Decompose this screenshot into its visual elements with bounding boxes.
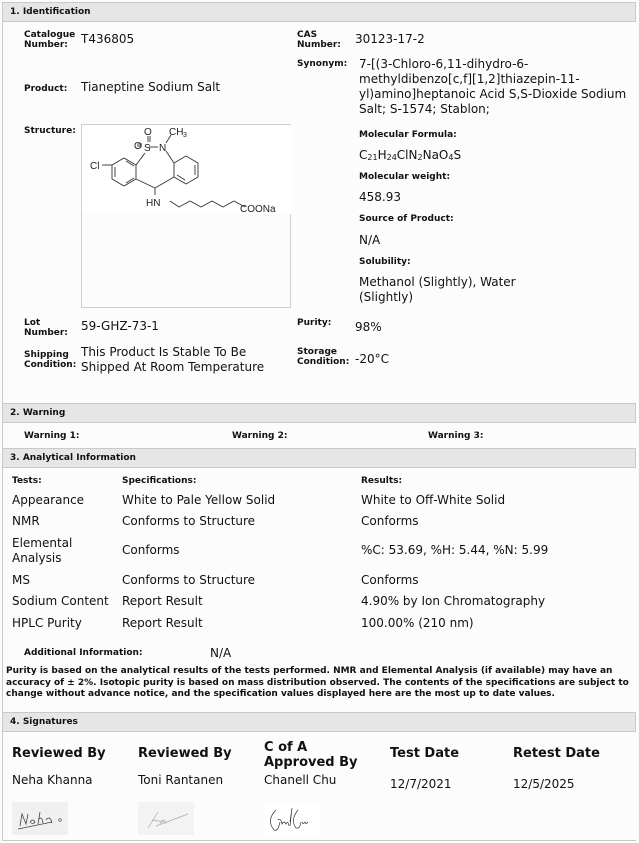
svg-text:COONa: COONa bbox=[240, 204, 276, 214]
formula-part: NaO bbox=[422, 148, 449, 162]
catalogue-label bbox=[24, 30, 75, 50]
svg-text:O: O bbox=[144, 127, 152, 138]
toni-signature-image bbox=[138, 802, 194, 835]
synonym-label: Synonym: bbox=[297, 59, 348, 69]
product-name: Tianeptine Sodium Salt bbox=[81, 80, 221, 94]
test-date-header: Test Date bbox=[390, 746, 460, 761]
formula-subscript: 4 bbox=[448, 153, 454, 162]
signature-icon bbox=[138, 802, 194, 835]
bottom-border bbox=[2, 840, 636, 841]
warning-1-label: Warning 1: bbox=[24, 431, 80, 441]
formula-subscript: 21 bbox=[367, 153, 378, 162]
reviewer-2-name: Toni Rantanen bbox=[138, 773, 224, 787]
lot-number: 59-GHZ-73-1 bbox=[81, 319, 159, 333]
neha-signature-image bbox=[12, 802, 68, 835]
retest-date: 12/5/2025 bbox=[513, 777, 575, 791]
test-ms: MS bbox=[12, 573, 30, 587]
section-header-signatures: 4. Signatures bbox=[2, 712, 636, 732]
section-header-analytical: 3. Analytical Information bbox=[2, 448, 636, 468]
catalogue-label-line2: Number: bbox=[24, 40, 68, 50]
source-value: N/A bbox=[359, 233, 381, 247]
spec-nmr: Conforms to Structure bbox=[122, 514, 256, 528]
formula-part: S bbox=[453, 148, 462, 162]
test-sodium-content: Sodium Content bbox=[12, 594, 109, 608]
svg-text:N: N bbox=[159, 143, 167, 154]
approver-name: Chanell Chu bbox=[264, 773, 337, 787]
test-nmr: NMR bbox=[12, 514, 40, 528]
shipping-label-line1: Shipping bbox=[24, 350, 69, 360]
lot-label-line2: Number: bbox=[24, 328, 68, 338]
svg-text:CH: CH bbox=[169, 127, 184, 138]
purity-label: Purity: bbox=[297, 318, 332, 328]
svg-text:S: S bbox=[144, 143, 151, 154]
molecular-formula-label: Molecular Formula: bbox=[359, 130, 457, 140]
result-hplc-purity: 100.00% (210 nm) bbox=[361, 616, 474, 630]
synonym-value bbox=[359, 57, 634, 117]
spec-hplc-purity: Report Result bbox=[122, 616, 203, 630]
results-header: Results: bbox=[361, 476, 403, 486]
formula-subscript: 2 bbox=[417, 153, 423, 162]
test-line: Analysis bbox=[12, 551, 62, 565]
synonym-line: Salt; S-1574; Stablon; bbox=[359, 102, 490, 116]
reviewed-by-header-1: Reviewed By bbox=[12, 746, 106, 761]
svg-text:HN: HN bbox=[146, 198, 161, 209]
purity-footnote: Purity is based on the analytical results of the tests performed. NMR and Elemental Analysis (if available) may have an accuracy of ± 2%. Isotopic purity is based on mass distribution observed. The contents of the specifications are subject to change without advance notice, and the specification values displayed here are the most up to date values. bbox=[6, 666, 629, 699]
section-header-identification: 1. Identification bbox=[2, 2, 636, 22]
svg-text:3: 3 bbox=[183, 132, 187, 139]
tests-header: Tests: bbox=[12, 476, 42, 486]
synonym-line: 7-[(3-Chloro-6,11-dihydro-6- bbox=[359, 57, 529, 71]
approved-by-header: C of A Approved By bbox=[264, 740, 358, 770]
signature-icon bbox=[12, 802, 68, 835]
cas-label-line1: CAS bbox=[297, 30, 318, 40]
retest-date-header: Retest Date bbox=[513, 746, 600, 761]
solubility-line: Methanol (Slightly), Water bbox=[359, 275, 516, 289]
formula-part: ClN bbox=[396, 148, 418, 162]
shipping-line: This Product Is Stable To Be bbox=[81, 345, 247, 359]
cas-number: 30123-17-2 bbox=[355, 32, 425, 46]
spec-elemental-analysis: Conforms bbox=[122, 543, 180, 557]
structure-label: Structure: bbox=[24, 126, 76, 136]
purity-value: 98% bbox=[355, 320, 382, 334]
formula-subscript: 24 bbox=[386, 153, 397, 162]
molecular-formula bbox=[359, 148, 461, 164]
test-line: Elemental bbox=[12, 536, 73, 550]
result-elemental-analysis: %C: 53.69, %H: 5.44, %N: 5.99 bbox=[361, 543, 549, 557]
cas-label-line2: Number: bbox=[297, 40, 341, 50]
solubility-line: (Slightly) bbox=[359, 290, 414, 304]
storage-value: -20°C bbox=[355, 352, 389, 366]
formula-part: H bbox=[377, 148, 387, 162]
warning-2-label: Warning 2: bbox=[232, 431, 288, 441]
source-label: Source of Product: bbox=[359, 214, 454, 224]
storage-label-line1: Storage bbox=[297, 347, 338, 357]
synonym-line: yl)amino]heptanoic Acid S,S-Dioxide Sodium bbox=[359, 87, 627, 101]
test-appearance: Appearance bbox=[12, 493, 85, 507]
solubility-value bbox=[359, 275, 516, 305]
catalogue-label-line1: Catalogue bbox=[24, 30, 76, 40]
spec-sodium-content: Report Result bbox=[122, 594, 203, 608]
lot-label-line1: Lot bbox=[24, 318, 41, 328]
chemical-structure-icon bbox=[82, 125, 291, 214]
additional-info-value: N/A bbox=[210, 646, 232, 660]
test-hplc-purity: HPLC Purity bbox=[12, 616, 82, 630]
reviewer-1-name: Neha Khanna bbox=[12, 773, 93, 787]
product-label: Product: bbox=[24, 84, 68, 94]
structure-box bbox=[81, 124, 291, 308]
test-date: 12/7/2021 bbox=[390, 777, 452, 791]
spec-appearance: White to Pale Yellow Solid bbox=[122, 493, 276, 507]
spec-ms: Conforms to Structure bbox=[122, 573, 256, 587]
shipping-label-line2: Condition: bbox=[24, 360, 77, 370]
signature-icon bbox=[264, 802, 320, 835]
shipping-line: Shipped At Room Temperature bbox=[81, 360, 265, 374]
storage-label bbox=[297, 347, 349, 367]
result-appearance: White to Off-White Solid bbox=[361, 493, 506, 507]
molecular-weight-label: Molecular weight: bbox=[359, 172, 451, 182]
warning-3-label: Warning 3: bbox=[428, 431, 484, 441]
svg-text:Cl: Cl bbox=[90, 161, 100, 172]
structure-image bbox=[82, 125, 291, 214]
chanell-signature-image bbox=[264, 802, 320, 835]
solubility-label: Solubility: bbox=[359, 257, 411, 267]
result-ms: Conforms bbox=[361, 573, 419, 587]
reviewed-by-header-2: Reviewed By bbox=[138, 746, 232, 761]
cas-label bbox=[297, 30, 341, 50]
result-sodium-content: 4.90% by Ion Chromatography bbox=[361, 594, 546, 608]
shipping-label bbox=[24, 350, 76, 370]
test-elemental-analysis bbox=[12, 536, 72, 566]
storage-label-line2: Condition: bbox=[297, 357, 350, 367]
additional-info-label: Additional Information: bbox=[24, 648, 143, 658]
catalogue-number: T436805 bbox=[81, 32, 135, 46]
molecular-weight: 458.93 bbox=[359, 190, 401, 204]
synonym-line: methyldibenzo[c,f][1,2]thiazepin-11- bbox=[359, 72, 580, 86]
formula-part: C bbox=[359, 148, 368, 162]
shipping-condition bbox=[81, 345, 264, 375]
result-nmr: Conforms bbox=[361, 514, 419, 528]
section-header-warning: 2. Warning bbox=[2, 403, 636, 423]
specifications-header: Specifications: bbox=[122, 476, 197, 486]
svg-text:O: O bbox=[134, 141, 142, 152]
lot-label bbox=[24, 318, 68, 338]
